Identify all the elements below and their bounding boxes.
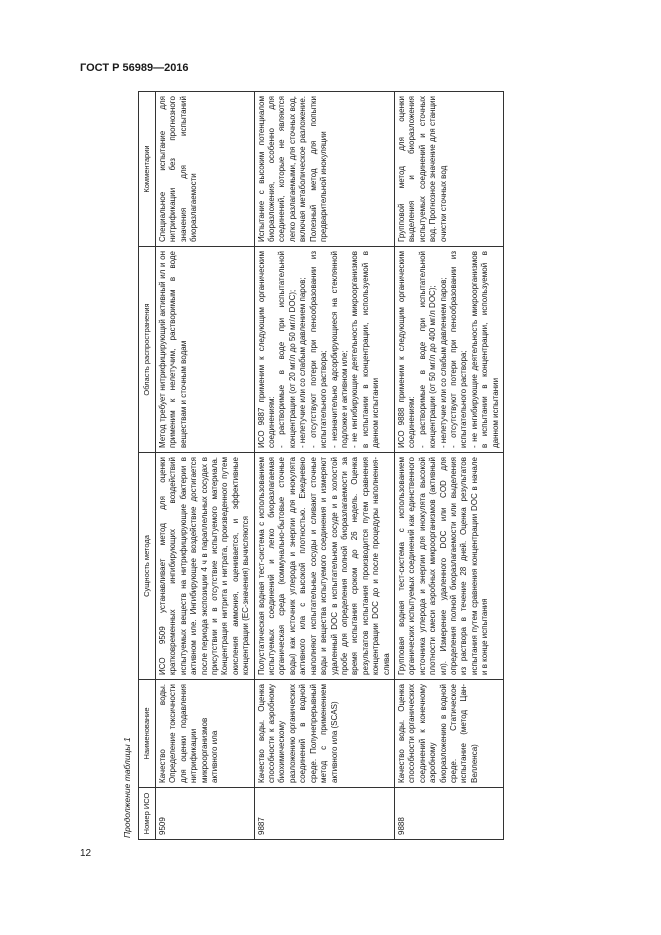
name-cell: Качество воды. Определение токсичности для оценки подавления нитрификации микроорганизмов активного ила — [156, 680, 255, 788]
iso-number-cell: 9509 — [156, 788, 255, 840]
table-header-row — [139, 92, 156, 840]
iso-number-cell: 9887 — [254, 788, 394, 840]
scope-cell — [394, 247, 503, 453]
rotated-table-wrapper — [118, 92, 610, 840]
column-header-name: Наименование — [139, 680, 156, 788]
method-cell: Полустатическая водная тест-система с использованием испытуемых соединений и легко биоразлагаемая органическая среда (коммунально-бытовые сточные воды) как источник углерода и энергии для инокулята активного ила с высокой плотностью. Ежедневно наполняют испытательные сосуды и сливают сточные воды и вещества испытуемого соединения и измеряют удаленный DOC в испытательном сосуде и в холостой пробе для определения полной биоразлагаемости за время испытания сроком до 26 недель. Оценка результатов испытания производится путем сравнения концентрации DOC до и после процедуры наполнения-слива — [254, 453, 394, 680]
column-header-method: Сущность метода — [139, 453, 156, 680]
scope-line: - растворимые в воде при испытательной концентрации (от 50 мг/л до 400 мг/л DOC); — [417, 251, 438, 448]
column-header-comments: Комментарии — [139, 92, 156, 247]
standard-header: ГОСТ Р 56989—2016 — [80, 62, 189, 74]
name-cell: Качество воды. Оценка способности к аэробному биохимическому разложению органических соединений в водной среде. Полунепрерывный метод с применением активного ила (SCAS) — [254, 680, 394, 788]
column-header-number: Номер ИСО — [139, 788, 156, 840]
scope-line: ИСО 9888 применим к следующим органическим соединениям: — [396, 251, 417, 448]
standards-table — [138, 91, 504, 840]
comments-cell: Испытание с высоким потенциалом биоразложения, особенно для соединений, которые не являются легко разлагаемыми, для сточных вод, включая метаболическое разложение. Полезный метод для попытки предварительной инокуляции — [254, 92, 394, 247]
table-row — [156, 92, 255, 840]
column-header-scope: Область распространения — [139, 247, 156, 453]
scope-line: - отсутствуют потери при пенообразовании из испытательного раствора; — [448, 251, 469, 448]
scope-line: - не ингибирующие деятельность микроорганизмов в испытании в концентрации, используемой в данном испытании — [469, 251, 500, 448]
scope-line: - растворимые в воде при испытательной концентрации (от 20 мг/л до 50 мг/л DOC); — [277, 251, 297, 448]
comments-cell: Специальное испытание для нитрификации без прогнозного значения для испытаний биоразлагаемости — [156, 92, 255, 247]
scope-cell — [156, 247, 255, 453]
table-continuation-label: Продолжение таблицы 1 — [122, 737, 132, 838]
method-cell: Групповая водная тест-система с использованием органических испытуемых соединений как единственного источника углерода и энергии для инокулята высокой плотности смеси аэробных микроорганизмов (активный ил). Измерение удаленного DOC или COD для определения полной биоразлагаемости или выделения из раствора в течение 28 дней. Оценка результатов испытания путем сравнения концентрации DOC в начале и в конце испытания — [394, 453, 503, 680]
scope-line: ИСО 9887 применим к следующим органическим соединениям: — [256, 251, 277, 448]
scope-line: - отсутствуют потери при пенообразовании из испытательного раствора; — [308, 251, 329, 448]
scope-line: - не ингибирующие деятельность микроорганизмов в испытании в концентрации, используемой в данном испытании — [350, 251, 381, 448]
scope-line: - нелетучие или со слабым давлением паров; — [298, 277, 308, 448]
comments-cell: Групповой метод для оценки выделения и биоразложения испытуемых соединений и сточных вод. Прогнозное значение для станции очистки сточных вод — [394, 92, 503, 247]
scope-cell — [254, 247, 394, 453]
table-row — [394, 92, 503, 840]
method-cell: ИСО 9509 устанавливает метод для оценки кратковременных ингибирующих воздействий испытуемых веществ на нитрифицирующие бактерии в активном иле. Ингибирующее воздействие достигается после периода экспозиции 4 ч в параллельных сосудах в присутствии и в отсутствие испытуемого материала. Концентрация нитрита и нитрата, произведенного путем окисления аммония, оценивается, и эффективные концентрации (ЕС-значения) вычисляются — [156, 453, 255, 680]
iso-number-cell: 9888 — [394, 788, 503, 840]
scope-line: Метод требует нитрифицирующий активный ил и он применим к нелетучим, растворимым в воде веществам и сточным водам — [158, 251, 188, 448]
scope-line: - нелетучие или со слабым давлением паров; — [438, 277, 448, 448]
scope-line: - незначительно адсорбирующиеся на стеклянной подложке и активном иле; — [329, 251, 349, 448]
page-number: 12 — [80, 848, 92, 859]
table-row — [254, 92, 394, 840]
name-cell: Качество воды. Оценка способности органических соединений к конечному аэробному биоразложению в водной среде. Статическое испытание (метод Цан-Велленса) — [394, 680, 503, 788]
